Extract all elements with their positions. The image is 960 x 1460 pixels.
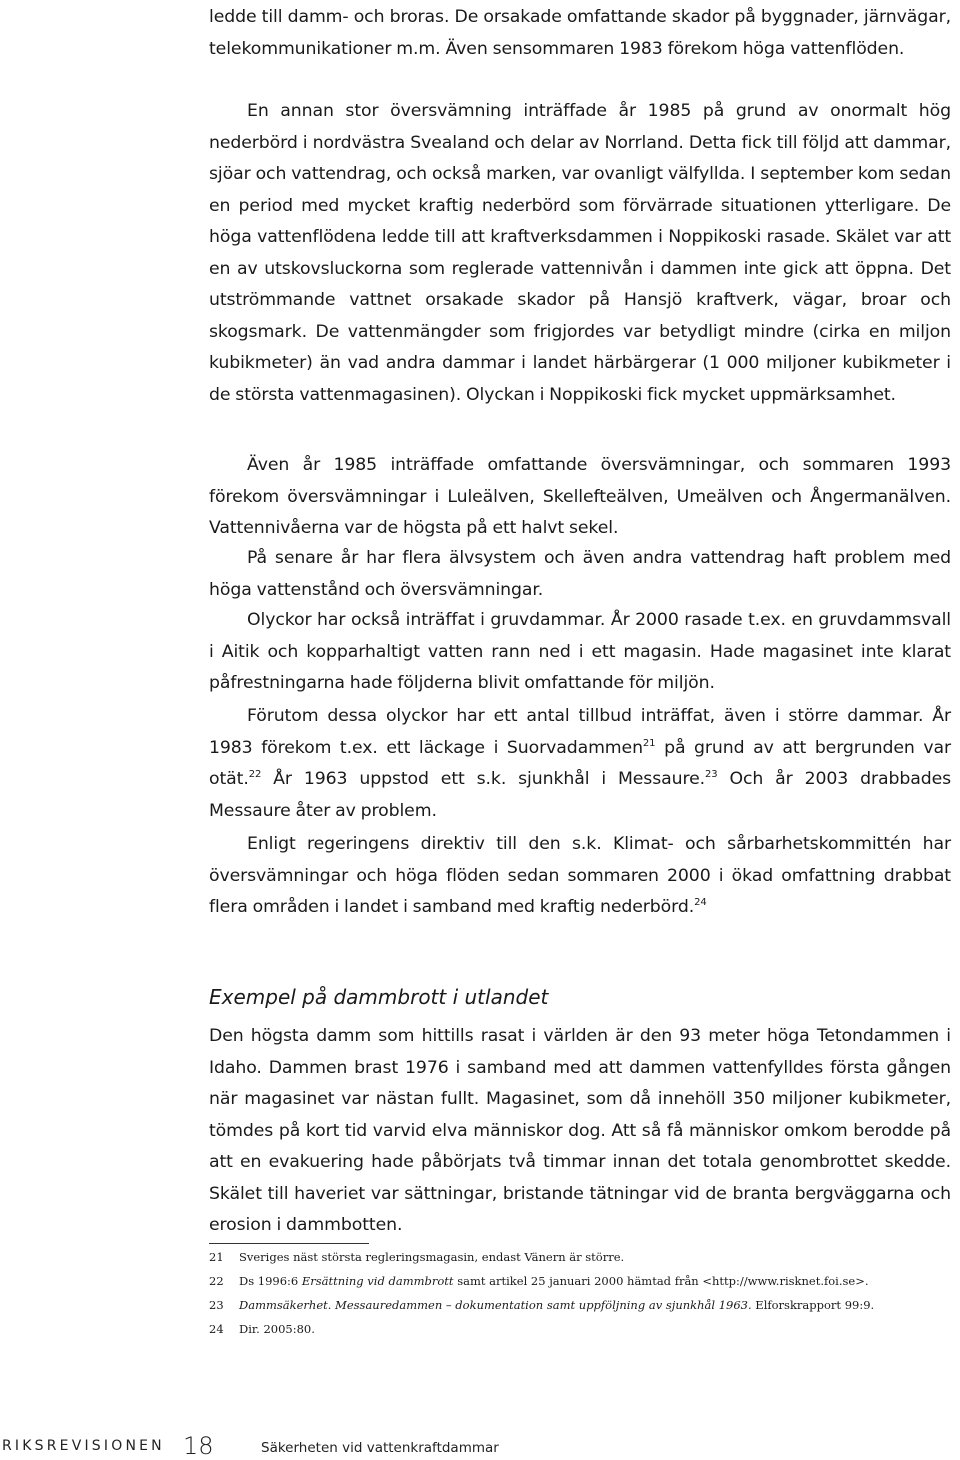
paragraph-1: ledde till damm- och broras. De orsakade omfattande skador på byggnader, järnvägar, telekommunikationer m.m. Även sensommaren 1983 förekom höga vattenflöden. (209, 7, 951, 59)
footnote-ref-24[interactable]: 24 (694, 897, 707, 909)
paragraph-6-part-a: Förutom dessa olyckor har ett antal tillbud inträffat, även i större dammar. År 1983 förekom t.ex. ett läckage i Suorvadammen (209, 706, 951, 758)
footnote-title: Ersättning vid dammbrott (301, 1274, 454, 1288)
paragraph-4: På senare år har flera älvsystem och även andra vattendrag haft problem med höga vattenstånd och översvämningar. (209, 548, 951, 600)
paragraph-2: En annan stor översvämning inträffade år 1985 på grund av onormalt hög nederbörd i nordvästra Svealand och delar av Norrland. Detta fick till följd att dammar, sjöar och vattendrag, och också marken, var ovanligt välfyllda. I september kom sedan en period med mycket kraftig nederbörd som förvärrade situationen ytterligare. De höga vattenflödena ledde till att kraftverksdammen i Noppikoski rasade. Skälet var att en av utskovsluckorna som reglerade vattennivån i dammen inte gick att öppna. Det utströmmande vattnet orsakade skador på Hansjö kraftverk, vägar, broar och skogsmark. De vattenmängder som frigjordes var betydligt mindre (cirka en miljon kubikmeter) än vad andra dammar i landet härbärgerar (1 000 miljoner kubikmeter i de största vattenmagasinen). Olyckan i Noppikoski fick mycket uppmärksamhet. (209, 101, 951, 405)
footnote-21 (209, 1250, 951, 1264)
footer-brand: RIKSREVISIONEN (2, 1438, 165, 1454)
footnote-22 (209, 1274, 951, 1288)
footnote-text (239, 1298, 874, 1312)
footnote-23 (209, 1298, 951, 1312)
footnotes (209, 1250, 951, 1346)
paragraph-8: Den högsta damm som hittills rasat i världen är den 93 meter höga Tetondammen i Idaho. Dammen brast 1976 i samband med att dammen vattenfylldes första gången när magasinet var nästan fullt. Magasinet, som då innehöll 350 miljoner kubikmeter, tömdes på kort tid varvid elva människor dog. Att så få människor omkom berodde på att en evakuering hade påbörjats två timmar innan det totala genombrottet skedde. Skälet till haveriet var sättningar, bristande tätningar vid de branta bergväggarna och erosion i dammbotten. (209, 1026, 951, 1235)
footnote-number: 21 (209, 1250, 224, 1264)
section-heading: Exempel på dammbrott i utlandet (209, 985, 549, 1009)
footnote-number: 22 (209, 1274, 224, 1288)
footnote-title: Dammsäkerhet. Messauredammen – dokumentation samt uppföljning av sjunkhål 1963. (239, 1298, 752, 1312)
paragraph-7 (209, 829, 951, 924)
footnote-text-post: Elforskrapport 99:9. (751, 1298, 875, 1312)
paragraph-3: Även år 1985 inträffade omfattande översvämningar, och sommaren 1993 förekom översvämningar i Luleälven, Skellefteälven, Umeälven och Ångermanälven. Vattennivåerna var de högsta på ett halvt sekel. (209, 455, 951, 538)
footnote-text-pre: Ds 1996:6 (239, 1274, 302, 1288)
footnote-24 (209, 1322, 951, 1336)
footnote-number: 23 (209, 1298, 224, 1312)
paragraph-7-text: Enligt regeringens direktiv till den s.k. Klimat- och sårbarhetskommittén har översvämningar och höga flöden sedan sommaren 2000 i ökad omfattning drabbat flera områden i landet i samband med kraftig nederbörd. (209, 834, 951, 917)
footnote-number: 24 (209, 1322, 224, 1336)
paragraph-5: Olyckor har också inträffat i gruvdammar. År 2000 rasade t.ex. en gruvdammsvall i Aitik och kopparhaltigt vatten rann ned i ett magasin. Hade magasinet inte klarat påfrestningarna hade följderna blivit omfattande för miljön. (209, 610, 951, 693)
page-footer (0, 1432, 960, 1460)
footnote-text: Dir. 2005:80. (239, 1322, 315, 1336)
footnote-ref-21[interactable]: 21 (642, 737, 656, 749)
page-number: 18 (183, 1432, 214, 1460)
footer-title: Säkerheten vid vattenkraftdammar (261, 1440, 499, 1456)
paragraph-6-part-b: på grund av att bergrunden var otät. (209, 737, 951, 789)
footnote-text: Sveriges näst största regleringsmagasin, endast Vänern är större. (239, 1250, 625, 1264)
footnote-text (239, 1274, 869, 1288)
footnote-text-post: samt artikel 25 januari 2000 hämtad från <http://www.risknet.foi.se>. (453, 1274, 869, 1288)
footnote-ref-22[interactable]: 22 (248, 769, 262, 781)
footnote-divider (209, 1243, 369, 1244)
paragraph-6-part-c: År 1963 uppstod ett s.k. sjunkhål i Messaure. (261, 769, 706, 789)
paragraph-6-part-d: Och år 2003 drabbades Messaure åter av problem. (209, 769, 951, 821)
paragraph-6 (209, 701, 951, 827)
footnote-ref-23[interactable]: 23 (705, 769, 718, 781)
